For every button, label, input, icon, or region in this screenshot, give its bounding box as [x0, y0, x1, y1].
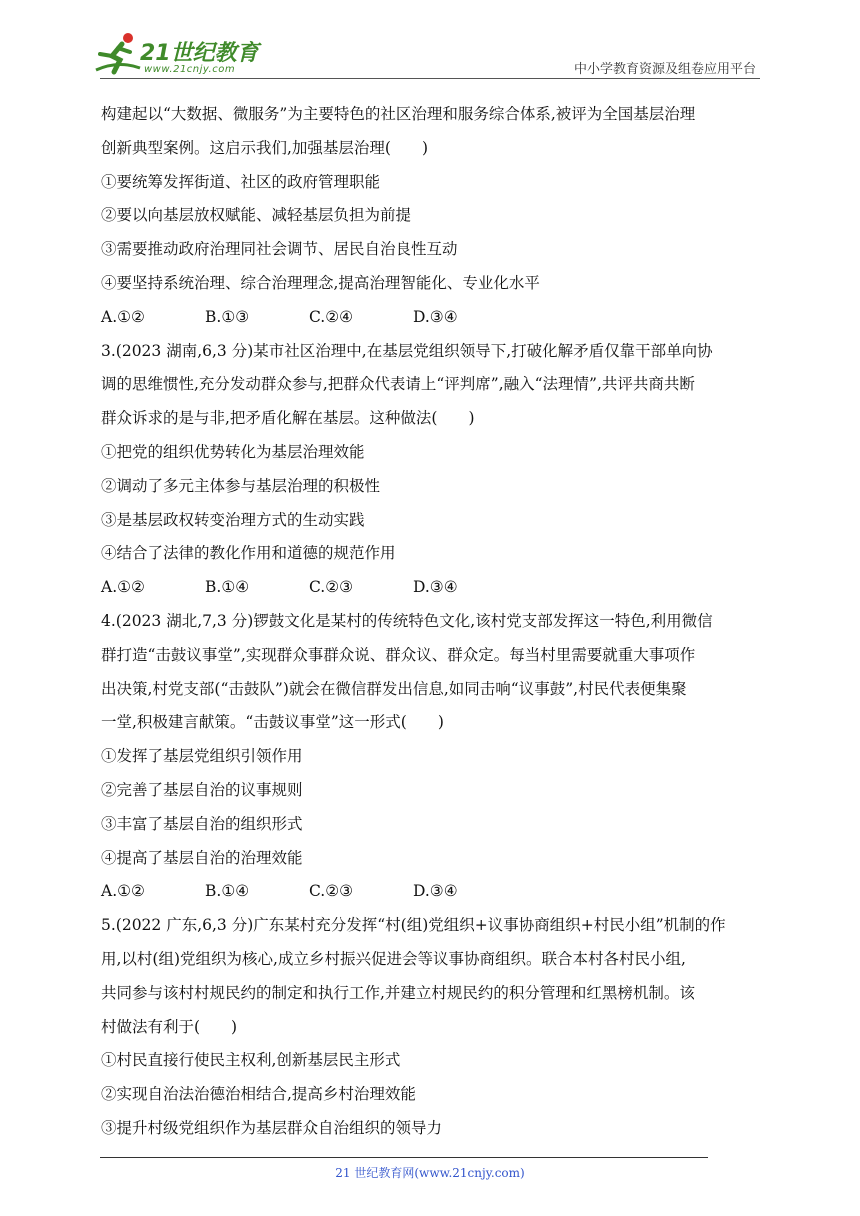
- choice-a: A.①②: [101, 578, 145, 597]
- footer-divider: [100, 1157, 708, 1158]
- question-4-stem-line: 群打造“击鼓议事堂”,实现群众事群众说、群众议、群众定。每当村里需要就重大事项作: [101, 645, 696, 664]
- question-4-stem-line: 4.(2023 湖北,7,3 分)锣鼓文化是某村的传统特色文化,该村党支部发挥这一特色,利用微信: [101, 611, 713, 630]
- question-5-stem-line: 用,以村(组)党组织为核心,成立乡村振兴促进会等议事协商组织。联合本村各村民小组,: [101, 949, 686, 968]
- choice-b: B.①④: [205, 882, 250, 901]
- question-2-choices: [101, 301, 763, 335]
- question-5-stem-line: 5.(2022 广东,6,3 分)广东某村充分发挥“村(组)党组织+议事协商组织+村民小组”机制的作: [101, 916, 726, 935]
- question-2-option: ①要统筹发挥街道、社区的政府管理职能: [101, 172, 381, 191]
- question-2-option: ③需要推动政府治理同社会调节、居民自治良性互动: [101, 240, 458, 259]
- question-5-option: ②实现自治法治德治相结合,提高乡村治理效能: [101, 1085, 416, 1104]
- question-4-choices: [101, 875, 763, 909]
- question-3-option: ④结合了法律的教化作用和道德的规范作用: [101, 544, 396, 563]
- runner-logo-icon: [92, 30, 144, 78]
- question-3-choices: [101, 571, 763, 605]
- choice-d: D.③④: [413, 882, 458, 901]
- question-3-stem-line: 群众诉求的是与非,把矛盾化解在基层。这种做法( ): [101, 409, 475, 428]
- choice-c: C.②④: [309, 307, 354, 326]
- question-3-option: ③是基层政权转变治理方式的生动实践: [101, 510, 365, 529]
- question-2-stem-line: 创新典型案例。这启示我们,加强基层治理( ): [101, 138, 429, 157]
- question-4-option: ②完善了基层自治的议事规则: [101, 780, 303, 799]
- question-4-option: ③丰富了基层自治的组织形式: [101, 814, 303, 833]
- question-3-stem-line: 调的思维惯性,充分发动群众参与,把群众代表请上“评判席”,融入“法理情”,共评共商共断: [101, 375, 695, 394]
- question-5-option: ③提升村级党组织作为基层群众自治组织的领导力: [101, 1118, 443, 1137]
- choice-a: A.①②: [101, 882, 145, 901]
- question-3-stem-line: 3.(2023 湖南,6,3 分)某市社区治理中,在基层党组织领导下,打破化解矛盾仅靠干部单向协: [101, 341, 713, 360]
- question-5-option: ①村民直接行使民主权利,创新基层民主形式: [101, 1051, 401, 1070]
- logo-url: www.21cnjy.com: [144, 64, 236, 75]
- choice-c: C.②③: [309, 578, 354, 597]
- header-divider: [100, 78, 760, 79]
- choice-d: D.③④: [413, 307, 458, 326]
- choice-d: D.③④: [413, 578, 458, 597]
- logo-text: 21世纪教育: [140, 41, 259, 66]
- footer-link[interactable]: 21 世纪教育网(www.21cnjy.com): [335, 1166, 525, 1180]
- question-5-stem-line: 共同参与该村村规民约的制定和执行工作,并建立村规民约的积分管理和红黑榜机制。该: [101, 983, 695, 1002]
- question-4-stem-line: 出决策,村党支部(“击鼓队”)就会在微信群发出信息,如同击响“议事鼓”,村民代表便集聚: [101, 679, 687, 698]
- choice-b: B.①④: [205, 578, 250, 597]
- question-4-stem-line: 一堂,积极建言献策。“击鼓议事堂”这一形式( ): [101, 713, 444, 732]
- question-2-option: ②要以向基层放权赋能、减轻基层负担为前提: [101, 206, 412, 225]
- question-4-option: ④提高了基层自治的治理效能: [101, 848, 303, 867]
- question-5-stem-line: 村做法有利于( ): [101, 1017, 238, 1036]
- question-3-option: ②调动了多元主体参与基层治理的积极性: [101, 476, 381, 495]
- choice-a: A.①②: [101, 307, 145, 326]
- platform-name: 中小学教育资源及组卷应用平台: [573, 62, 756, 77]
- question-3-option: ①把党的组织优势转化为基层治理效能: [101, 442, 365, 461]
- site-logo[interactable]: [92, 30, 262, 80]
- page-header: [0, 0, 860, 80]
- question-2-stem-line: 构建起以“大数据、微服务”为主要特色的社区治理和服务综合体系,被评为全国基层治理: [101, 105, 696, 123]
- question-2-option: ④要坚持系统治理、综合治理理念,提高治理智能化、专业化水平: [101, 273, 540, 292]
- choice-c: C.②③: [309, 882, 354, 901]
- document-body: [101, 98, 763, 1146]
- choice-b: B.①③: [205, 307, 250, 326]
- question-4-option: ①发挥了基层党组织引领作用: [101, 747, 303, 766]
